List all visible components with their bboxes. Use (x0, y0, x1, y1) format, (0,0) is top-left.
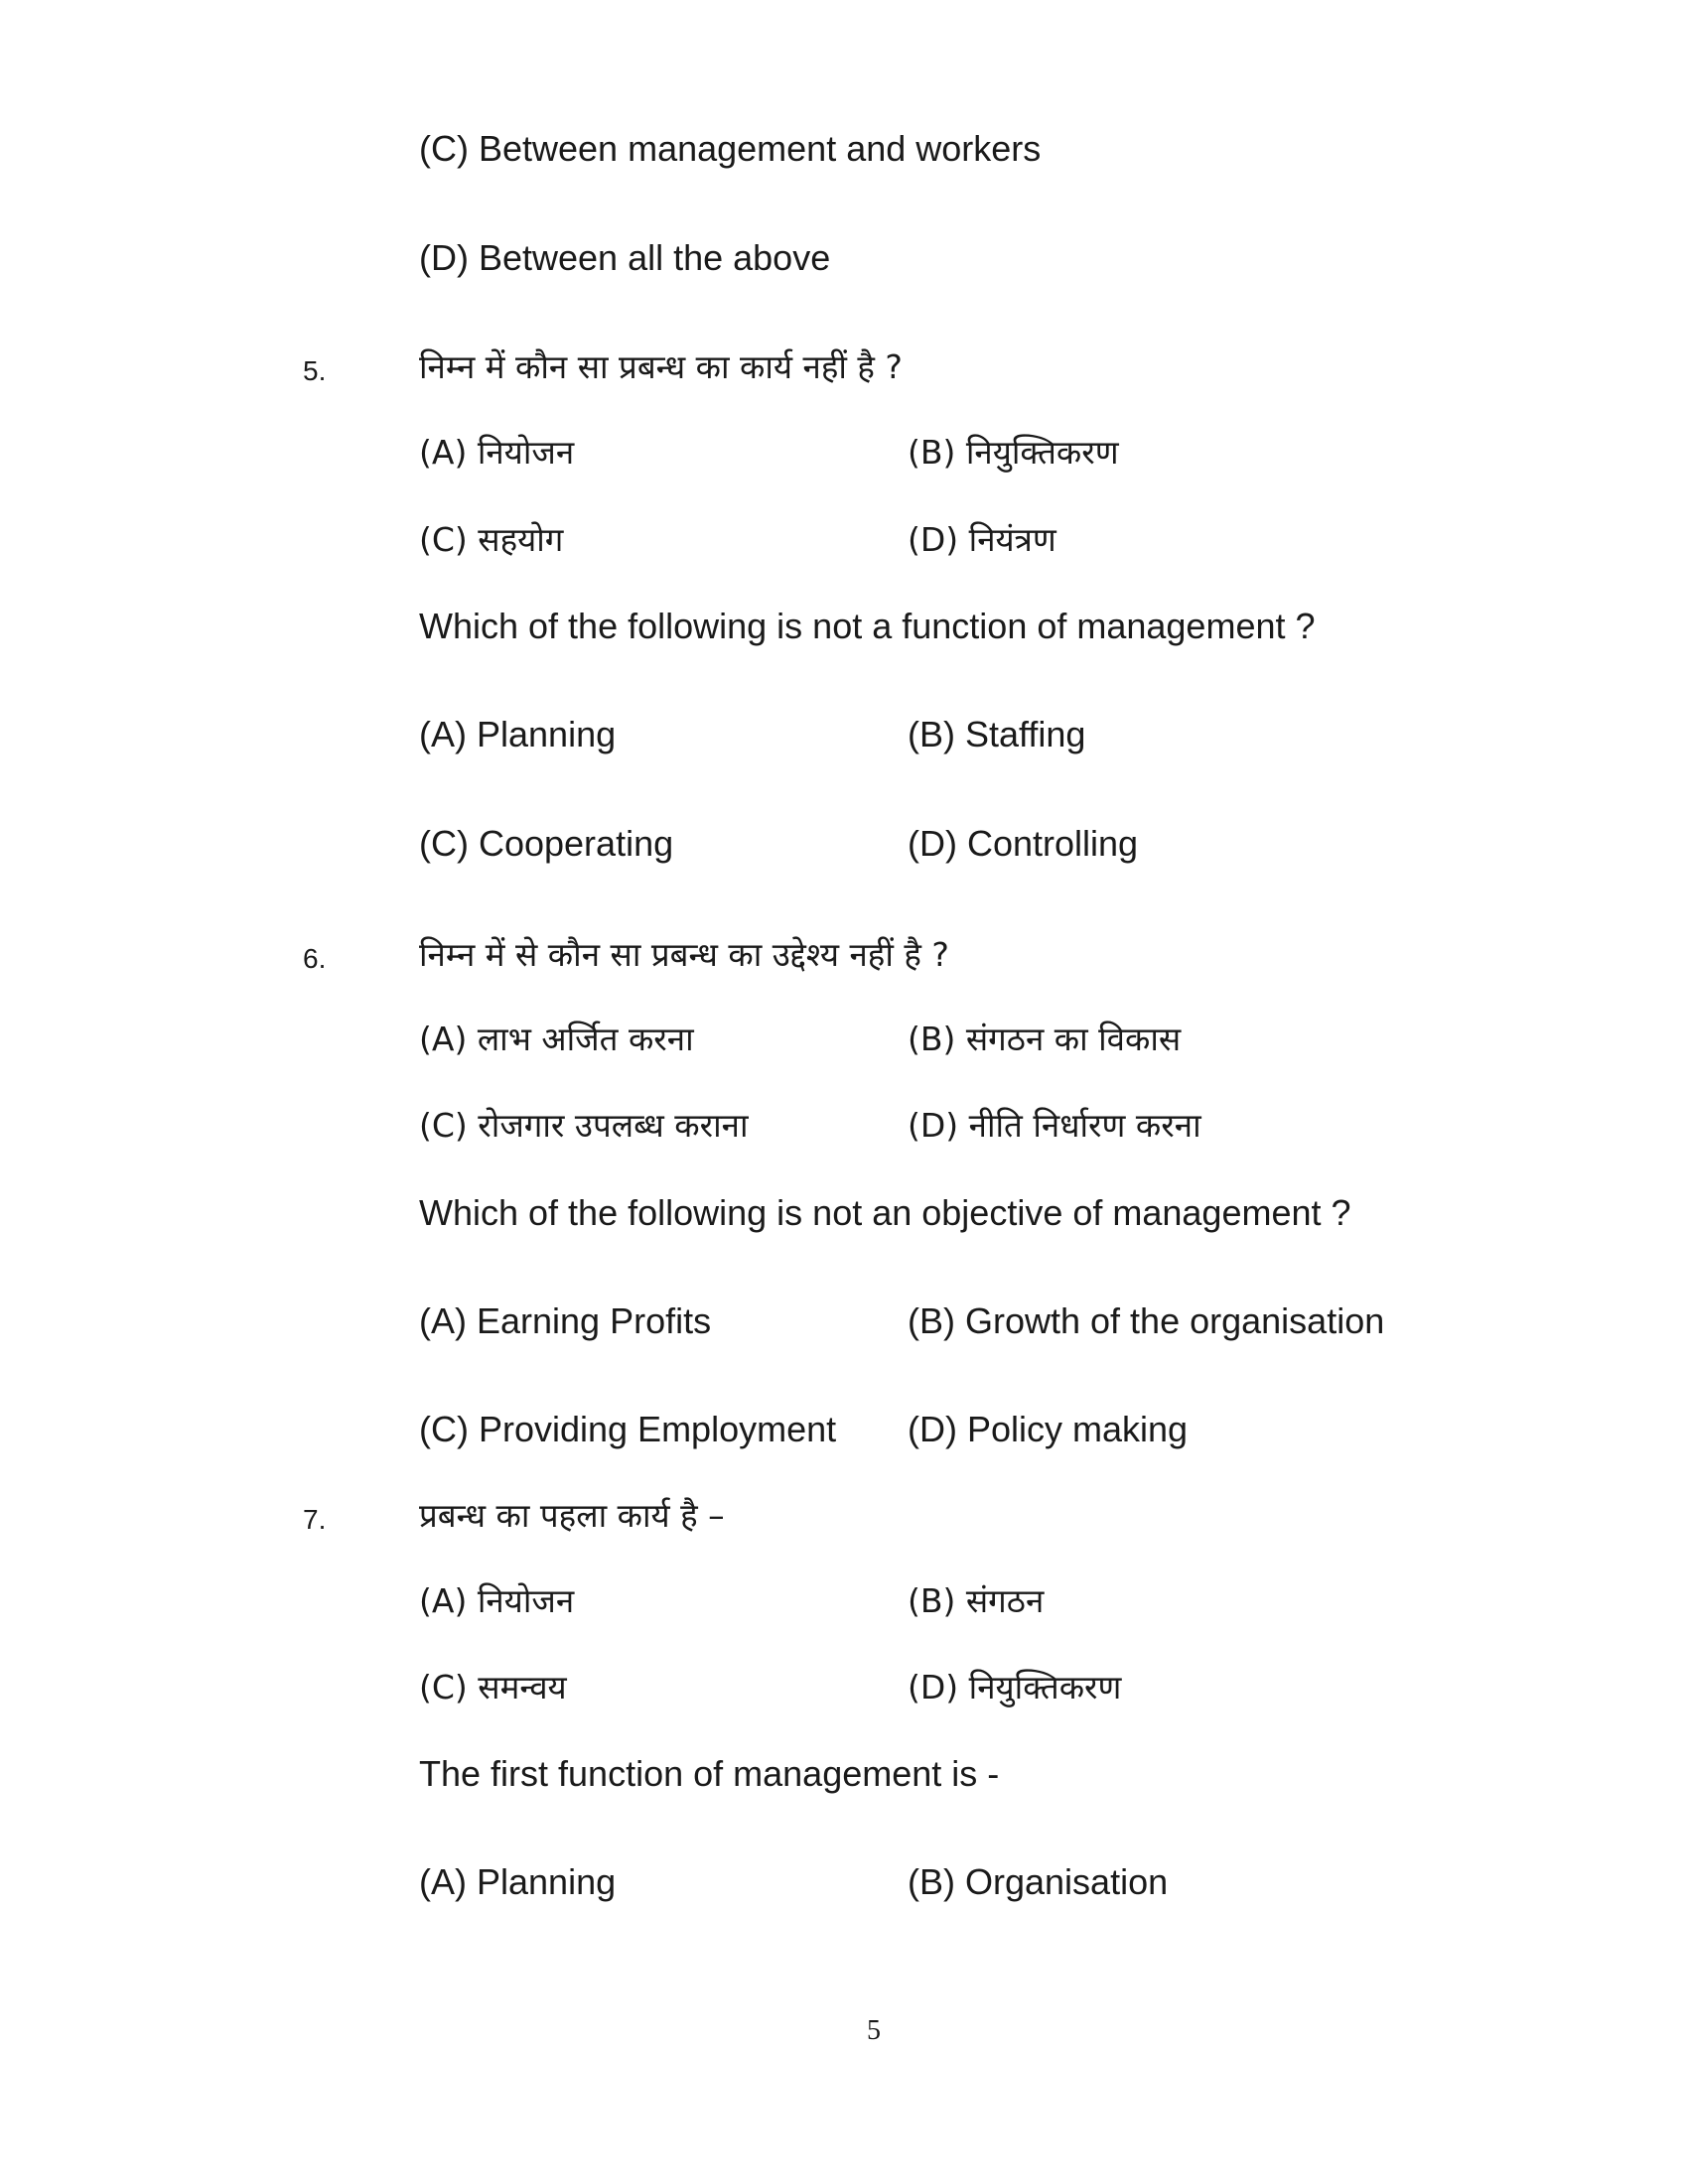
q6-english-option-a: (A) Earning Profits (419, 1300, 712, 1341)
q7-hindi-question: प्रबन्ध का पहला कार्य है – (419, 1496, 725, 1535)
q6-english-option-d: (D) Policy making (908, 1409, 1189, 1449)
q5-english-option-d: (D) Controlling (908, 823, 1139, 864)
q7-english-option-a: (A) Planning (419, 1861, 617, 1902)
q5-hindi-option-c: (C) सहयोग (419, 520, 564, 559)
q6-hindi-option-a: (A) लाभ अर्जित करना (419, 1020, 694, 1058)
prev-option-c: (C) Between management and workers (419, 128, 1042, 169)
q5-hindi-option-a: (A) नियोजन (419, 433, 575, 472)
q5-hindi-option-d: (D) नियंत्रण (908, 520, 1056, 559)
q5-number: 5. (303, 355, 327, 386)
q6-hindi-option-b: (B) संगठन का विकास (908, 1020, 1182, 1058)
q7-hindi-option-b: (B) संगठन (908, 1581, 1045, 1620)
q5-hindi-question: निम्न में कौन सा प्रबन्ध का कार्य नहीं है ? (419, 347, 903, 386)
q7-hindi-option-a: (A) नियोजन (419, 1581, 575, 1620)
page-number: 5 (867, 2015, 881, 2046)
q7-number: 7. (303, 1504, 327, 1535)
q7-english-option-b: (B) Organisation (908, 1861, 1169, 1902)
q5-english-option-c: (C) Cooperating (419, 823, 674, 864)
q6-number: 6. (303, 943, 327, 974)
q6-hindi-question: निम्न में से कौन सा प्रबन्ध का उद्देश्य नहीं है ? (419, 935, 949, 974)
q7-hindi-option-d: (D) नियुक्तिकरण (908, 1668, 1122, 1706)
q6-english-option-b: (B) Growth of the organisation (908, 1300, 1385, 1341)
q5-english-option-a: (A) Planning (419, 714, 617, 754)
prev-option-d: (D) Between all the above (419, 237, 831, 278)
q6-hindi-option-c: (C) रोजगार उपलब्ध कराना (419, 1106, 749, 1145)
q5-english-question: Which of the following is not a function of management ? (419, 606, 1316, 646)
q6-hindi-option-d: (D) नीति निर्धारण करना (908, 1106, 1201, 1145)
q5-english-option-b: (B) Staffing (908, 714, 1086, 754)
q6-english-question: Which of the following is not an objective of management ? (419, 1192, 1351, 1233)
q7-hindi-option-c: (C) समन्वय (419, 1668, 567, 1706)
q7-english-question: The first function of management is - (419, 1753, 1000, 1794)
q6-english-option-c: (C) Providing Employment (419, 1409, 837, 1449)
q5-hindi-option-b: (B) नियुक्तिकरण (908, 433, 1119, 472)
